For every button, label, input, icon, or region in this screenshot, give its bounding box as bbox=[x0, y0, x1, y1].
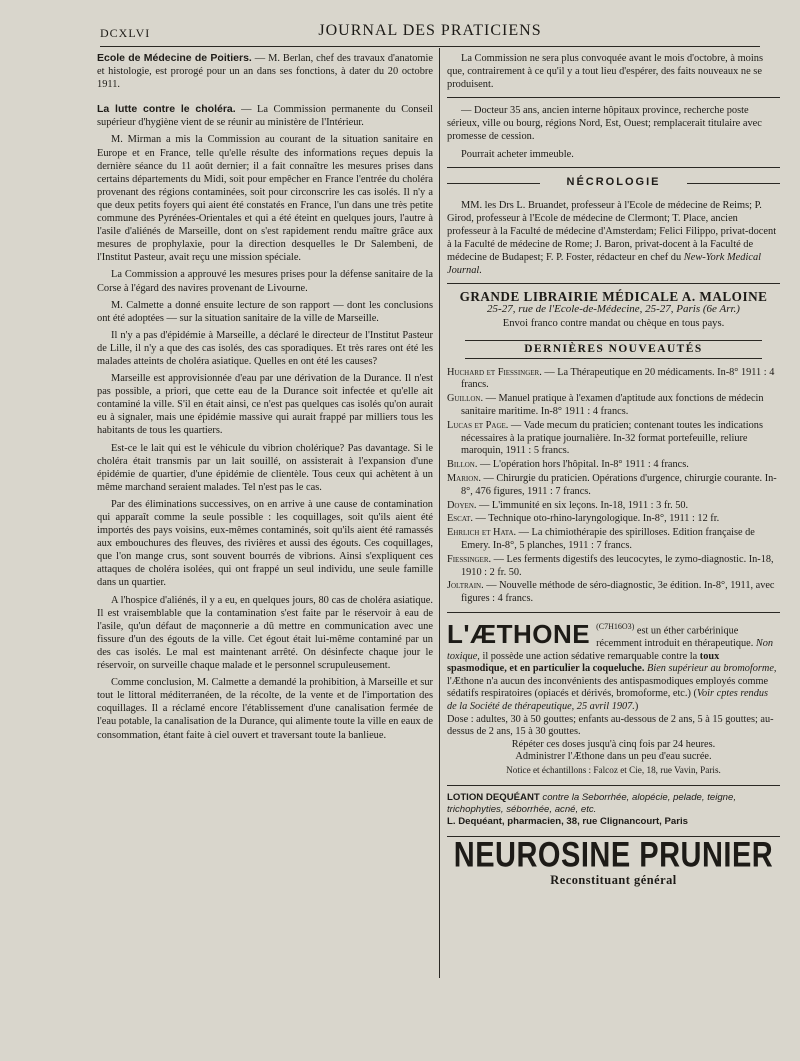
news-text: — L'immunité en six leçons. In-18, 1911 : 3 fr. 50. bbox=[476, 499, 689, 511]
news-item bbox=[447, 513, 780, 526]
news-item bbox=[447, 420, 780, 458]
neurosine-subtitle: Reconstituant général bbox=[550, 872, 677, 887]
ecole-text: — M. Berlan, chef des travaux d'anatomie et histologie, est prorogé pour un an dans ses fonctions, à dater du 20 octobre 1911. bbox=[97, 53, 433, 91]
news-item bbox=[447, 580, 780, 606]
aethone-advert bbox=[447, 621, 780, 777]
news-heading: DERNIÈRES NOUVEAUTÉS bbox=[465, 340, 762, 359]
aethone-dose: Dose : adultes, 30 à 50 gouttes; enfants au-dessous de 2 ans, 5 à 15 gouttes; au-dessus de 2 ans, 15 à 30 gouttes. bbox=[447, 713, 774, 738]
heading-rule bbox=[687, 183, 780, 184]
aethone-text: ) bbox=[634, 701, 639, 713]
body-paragraph: La Commission a approuvé les mesures prises pour la défense sanitaire de la Corse à l'égard des navires provenant de Livourne. bbox=[97, 269, 433, 294]
page-folio: DCXLVI bbox=[100, 26, 151, 40]
heading-rule bbox=[447, 183, 540, 184]
news-text: — Manuel pratique à l'examen d'aptitude aux fonctions de médecin sanitaire maritime. In-8° 1911 : 4 francs. bbox=[461, 393, 764, 418]
aethone-repeat: Répéter ces doses jusqu'à cinq fois par 24 heures. bbox=[511, 738, 716, 750]
body-paragraph: Marseille est approvisionnée d'eau par une dérivation de la Durance. Il n'est pas possible, a priori, que cette eau de la Durance soit infectée et qu'elle ait contaminé la ville. S'il en était ainsi, ce n'est pas quelques cas isolés qu'on aurait eu à signaler, mais une épidémie massive qui aurait frappé par milliers tous les habitants de tous les quartiers. bbox=[97, 373, 433, 437]
right-column bbox=[447, 52, 780, 982]
news-item bbox=[447, 554, 780, 580]
body-paragraph: M. Mirman a mis la Commission au courant de la situation sanitaire en Europe et en France, telle qu'elle résulte des informations reçues depuis la dernière séance du 11 août dernier; il a fait connaître les mesures prises dans certains départements du Midi, soit pour empêcher en France l'entrée du choléra provenant des régions contaminées, soit pour circonscrire les cas isolés. Il n'y a que deux petits foyers qui aient été constatés en France, l'un dans une très petite commune des Pyrénées-Orientales et qui a été éteint en quelques jours, l'autre à l'asile d'aliénés de Marseille, dont on s'est rapidement rendu maître grâce aux mesures de prophylaxie, pour la direction desquelles le Dr Salembeni, de l'Institut Pasteur, avait reçu une mission spéciale. bbox=[97, 134, 433, 264]
cholera-intro: — La Commission permanente du Conseil supérieur d'hygiène vient de se réunir au ministère de l'Intérieur. bbox=[97, 104, 433, 129]
news-text: — Technique oto-rhino-laryngologique. In-8°, 1911 : 12 fr. bbox=[472, 513, 720, 525]
divider bbox=[447, 283, 780, 284]
body-paragraph: A l'hospice d'aliénés, il y a eu, en quelques jours, 80 cas de choléra asiatique. Il est vraisemblable que la contamination s'est faite par le réservoir à eau de l'asile, qu'un défaut de maçonnerie a dû mettre en communication avec une fissure d'un des égouts de la ville. Cet égout était lui-même contaminé par un des cas isolés. Le mal est maintenant arrêté. On désinfecte chaque jour le réservoir, on surveille chaque malade et le personnel scrupuleusement. bbox=[97, 594, 433, 672]
divider bbox=[447, 97, 780, 98]
body-paragraph: Est-ce le lait qui est le véhicule du vibrion cholérique? Pas davantage. Si le choléra était transmis par un lait souillé, on assisterait à l'expansion d'une épidémie de quartier, d'une épidémie de clientèle. Tous ceux qui achètent à un même marchand seraient malades. Tel n'est pas le cas. bbox=[97, 442, 433, 493]
news-text: — Vade mecum du praticien; contenant toutes les indications nécessaires à la pratique journalière. In-32 format portefeuille, reliure maroquin, 1911 : 5 francs. bbox=[461, 419, 763, 457]
neurosine-title: NEUROSINE PRUNIER bbox=[453, 836, 774, 875]
news-text: — La chimiothérapie des spirilloses. Edition française de Emery. In-8°, 5 planches, 1911 : 7 francs. bbox=[461, 527, 755, 552]
neurosine-advert bbox=[447, 836, 780, 887]
aethone-text: l'Æthone n'a aucun des inconvénients des antispasmodiques employés comme sédatifs respiratoires (opiacés et dérivés, bromoforme, etc.) ( bbox=[447, 675, 769, 700]
news-item bbox=[447, 527, 780, 553]
news-author: Huchard et Fiessinger. bbox=[447, 366, 542, 378]
body-paragraph: M. Calmette a donné ensuite lecture de son rapport — dont les conclusions ont été adoptées — sur la situation sanitaire de la ville de Marseille. bbox=[97, 299, 433, 324]
news-item bbox=[447, 459, 780, 472]
cholera-paragraph bbox=[97, 103, 433, 129]
news-item bbox=[447, 473, 780, 499]
ecole-heading: Ecole de Médecine de Poitiers. bbox=[97, 52, 252, 64]
librairie-envoi: Envoi franco contre mandat ou chèque en tous pays. bbox=[502, 317, 725, 329]
aethone-name: L'ÆTHONE bbox=[447, 619, 591, 650]
necrology-names: MM. les Drs L. Bruandet, professeur à l'Ecole de médecine de Reims; P. Girod, professeur à l'Ecole de médecine de Clermont; T. Place, ancien professeur à la Faculté de médecine d'Amsterdam; Felici Filippo, privat-docent à la Faculté de médecine de Rome; J. Baron, privat-docent à la Faculté de médecine de Budapest; F. P. Foster, rédacteur en chef du bbox=[447, 199, 777, 264]
news-text: — L'opération hors l'hôpital. In-8° 1911 : 4 francs. bbox=[477, 459, 689, 471]
running-head bbox=[100, 20, 760, 47]
librairie-title: GRANDE LIBRAIRIE MÉDICALE A. MALOINE bbox=[459, 289, 768, 305]
cholera-heading: La lutte contre le choléra. bbox=[97, 103, 236, 116]
aethone-text: Non toxique, bbox=[447, 638, 774, 662]
news-item bbox=[447, 393, 780, 419]
news-item bbox=[447, 500, 780, 513]
column-rule bbox=[439, 48, 440, 978]
news-author: Lucas et Page. bbox=[447, 419, 509, 431]
necrology-journal: New-York Medical Journal. bbox=[447, 252, 762, 277]
librairie-address: 25-27, rue de l'Ecole-de-Médecine, 25-27, Paris (6e Arr.) bbox=[487, 303, 740, 316]
news-author: Fiessinger. bbox=[447, 553, 492, 565]
lotion-advert bbox=[447, 785, 780, 828]
classified-ad-note: Pourrait acheter immeuble. bbox=[461, 148, 574, 160]
necrology-text bbox=[447, 199, 780, 278]
news-author: Guillon. bbox=[447, 393, 484, 405]
divider bbox=[447, 167, 780, 168]
news-text: — Les ferments digestifs des leucocytes, le zymo-diagnostic. In-18, 1910 : 2 fr. 50. bbox=[461, 553, 774, 578]
body-paragraph: Il n'y a pas d'épidémie à Marseille, a déclaré le directeur de l'Institut Pasteur de Lille, il n'y a que des cas isolés, des cas sporadiques. Et très rares ont été les malades atteints de choléra asiatique. Quelles en ont été les causes? bbox=[97, 329, 433, 367]
aethone-notice: Notice et échantillons : Falcoz et Cie, 18, rue Vavin, Paris. bbox=[506, 764, 721, 775]
aethone-text: Voir cptes rendus de la Société de thérapeutique, 25 avril 1907. bbox=[447, 688, 769, 713]
news-item bbox=[447, 367, 780, 393]
necrology-title: NÉCROLOGIE bbox=[561, 176, 667, 188]
aethone-text: il possède une action sédative remarquable contre la bbox=[479, 650, 700, 662]
left-column bbox=[97, 52, 433, 982]
news-author: Marion. bbox=[447, 473, 481, 485]
journal-title: JOURNAL DES PRATICIENS bbox=[318, 22, 542, 39]
ecole-paragraph bbox=[97, 52, 433, 91]
lotion-address: L. Dequéant, pharmacien, 38, rue Clignancourt, Paris bbox=[447, 815, 688, 827]
news-author: Doyen. bbox=[447, 499, 477, 511]
aethone-admin: Administrer l'Æthone dans un peu d'eau sucrée. bbox=[515, 751, 712, 763]
news-text: — La Thérapeutique en 20 médicaments. In-8° 1911 : 4 francs. bbox=[461, 366, 775, 391]
body-paragraph: Par des éliminations successives, on en arrive à une cause de contamination qui apparaît comme la seule possible : les coquillages, soit qu'ils aient été importés des pays voisins, eux-mêmes contaminés, soit qu'ils aient été ramassés aux embouchures des fleuves, des rivières et aussi des égouts. Ces coquillages, que l'on mange crus, sont souvent bourrés de vibrions. Ainsi s'expliquent ces attaques de choléra isolées, qui ont frappé un seul individu, une seule famille dans un quartier. bbox=[97, 498, 433, 589]
news-text: — Nouvelle méthode de séro-diagnostic, 3e édition. In-8°, 1911, avec figures : 4 francs. bbox=[461, 580, 775, 605]
aethone-text: Bien supérieur au bromoforme, bbox=[647, 663, 777, 675]
classified-ad: — Docteur 35 ans, ancien interne hôpitaux province, recherche poste sérieux, ville ou bourg, régions Nord, Est, Ouest; remplacerait titulaire avec promesse de cession. bbox=[447, 105, 762, 143]
body-paragraph: Comme conclusion, M. Calmette a demandé la prohibition, à Marseille et sur tout le littoral méditerranéen, de la récolte, de la vente et de l'importation des coquillages. Il a réclamé encore l'établissement d'une canalisation fermée de l'eau potable, la canalisation de la Durance, qui alimente toute la ville en eaux de consommation, étant faite à ciel ouvert et traversant toute la banlieue. bbox=[97, 677, 433, 741]
aethone-intro: est un éther carbérinique récemment introduit en thérapeutique. bbox=[596, 625, 756, 650]
aethone-text: toux spasmodique, et en particulier la coqueluche. bbox=[447, 650, 720, 675]
news-list bbox=[447, 367, 780, 606]
body-paragraph: La Commission ne sera plus convoquée avant le mois d'octobre, à moins que, contrairement à ce qu'il y a tout lieu d'espérer, des faits nouveaux ne se produisent. bbox=[447, 53, 763, 91]
lotion-text: contre la Seborrhée, alopécie, pelade, teigne, trichophyties, séborrhée, acné, etc. bbox=[447, 791, 737, 815]
divider bbox=[447, 612, 780, 613]
aethone-formula: (C7H16O3) bbox=[596, 622, 635, 632]
necrology-heading bbox=[447, 176, 780, 189]
news-author: Billon. bbox=[447, 459, 478, 471]
lotion-name: LOTION DEQUÉANT bbox=[447, 791, 540, 803]
news-author: Joltrain. bbox=[447, 580, 484, 592]
news-author: Ehrlich et Hata. bbox=[447, 527, 517, 539]
news-author: Escat. bbox=[447, 513, 473, 525]
news-text: — Chirurgie du praticien. Opérations d'urgence, chirurgie courante. In-8°, 476 figures, 1911 : 7 francs. bbox=[461, 473, 777, 497]
